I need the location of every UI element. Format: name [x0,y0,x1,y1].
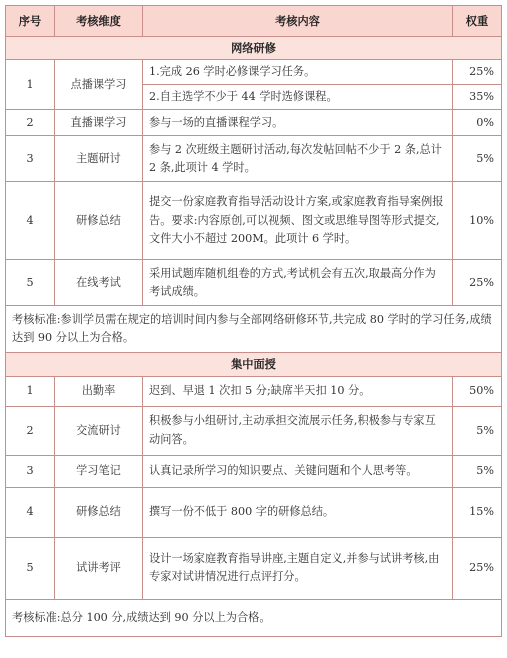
online-row-5-dimension: 在线考试 [55,260,143,306]
assessment-table-wrapper [5,5,502,637]
online-row-4 [6,182,502,260]
offline-row-1 [6,376,502,406]
online-row-3-weight: 5% [453,136,502,182]
offline-row-4-dimension: 研修总结 [55,487,143,537]
offline-row-5-weight: 25% [453,537,502,599]
online-row-4-seq: 4 [6,182,55,260]
online-row-1-dimension: 点播课学习 [55,60,143,110]
offline-row-3-weight: 5% [453,455,502,487]
offline-row-3-seq: 3 [6,455,55,487]
offline-row-2-content: 积极参与小组研讨,主动承担交流展示任务,积极参与专家互动问答。 [143,406,453,455]
online-row-3 [6,136,502,182]
offline-row-1-content: 迟到、早退 1 次扣 5 分;缺席半天扣 10 分。 [143,376,453,406]
online-row-1-content-1: 1.完成 26 学时必修课学习任务。 [143,60,453,85]
online-row-1-content-2: 2.自主选学不少于 44 学时选修课程。 [143,85,453,110]
offline-row-2-dimension: 交流研讨 [55,406,143,455]
offline-row-3 [6,455,502,487]
offline-row-4-weight: 15% [453,487,502,537]
section-offline-title-row [6,353,502,376]
offline-row-2-weight: 5% [453,406,502,455]
online-row-1-weight-2: 35% [453,85,502,110]
online-row-5 [6,260,502,306]
online-row-2-seq: 2 [6,110,55,136]
online-row-1-seq: 1 [6,60,55,110]
online-row-4-content: 提交一份家庭教育指导活动设计方案,或家庭教育指导案例报告。要求:内容原创,可以视频、图文或思维导图等形式提交,文件大小不超过 200M。此项计 6 学时。 [143,182,453,260]
online-row-4-dimension: 研修总结 [55,182,143,260]
offline-row-5 [6,537,502,599]
offline-standard-row [6,599,502,636]
online-row-2-dimension: 直播课学习 [55,110,143,136]
header-weight: 权重 [453,6,502,37]
offline-row-4-seq: 4 [6,487,55,537]
assessment-table [5,5,502,637]
header-seq: 序号 [6,6,55,37]
offline-row-2-seq: 2 [6,406,55,455]
offline-row-1-weight: 50% [453,376,502,406]
online-standard-row [6,306,502,353]
section-online-title: 网络研修 [6,37,502,60]
online-row-1-weight-1: 25% [453,60,502,85]
offline-row-5-content: 设计一场家庭教育指导讲座,主题自定义,并参与试讲考核,由专家对试讲情况进行点评打分。 [143,537,453,599]
offline-row-2 [6,406,502,455]
offline-row-4-content: 撰写一份不低于 800 字的研修总结。 [143,487,453,537]
section-online-title-row [6,37,502,60]
section-offline-title: 集中面授 [6,353,502,376]
online-row-5-weight: 25% [453,260,502,306]
online-row-2-weight: 0% [453,110,502,136]
online-row-2-content: 参与一场的直播课程学习。 [143,110,453,136]
online-row-3-content: 参与 2 次班级主题研讨活动,每次发帖回帖不少于 2 条,总计 2 条,此项计 4 学时。 [143,136,453,182]
online-row-2 [6,110,502,136]
offline-row-1-dimension: 出勤率 [55,376,143,406]
offline-standard: 考核标准:总分 100 分,成绩达到 90 分以上为合格。 [6,599,502,636]
offline-row-3-dimension: 学习笔记 [55,455,143,487]
online-row-3-seq: 3 [6,136,55,182]
online-row-3-dimension: 主题研讨 [55,136,143,182]
offline-row-1-seq: 1 [6,376,55,406]
header-content: 考核内容 [143,6,453,37]
online-row-5-seq: 5 [6,260,55,306]
online-standard: 考核标准:参训学员需在规定的培训时间内参与全部网络研修环节,共完成 80 学时的学习任务,成绩达到 90 分以上为合格。 [6,306,502,353]
offline-row-4 [6,487,502,537]
offline-row-3-content: 认真记录所学习的知识要点、关键问题和个人思考等。 [143,455,453,487]
offline-row-5-seq: 5 [6,537,55,599]
online-row-4-weight: 10% [453,182,502,260]
header-row [6,6,502,37]
online-row-1a [6,60,502,85]
header-dimension: 考核维度 [55,6,143,37]
offline-row-5-dimension: 试讲考评 [55,537,143,599]
online-row-5-content: 采用试题库随机组卷的方式,考试机会有五次,取最高分作为考试成绩。 [143,260,453,306]
